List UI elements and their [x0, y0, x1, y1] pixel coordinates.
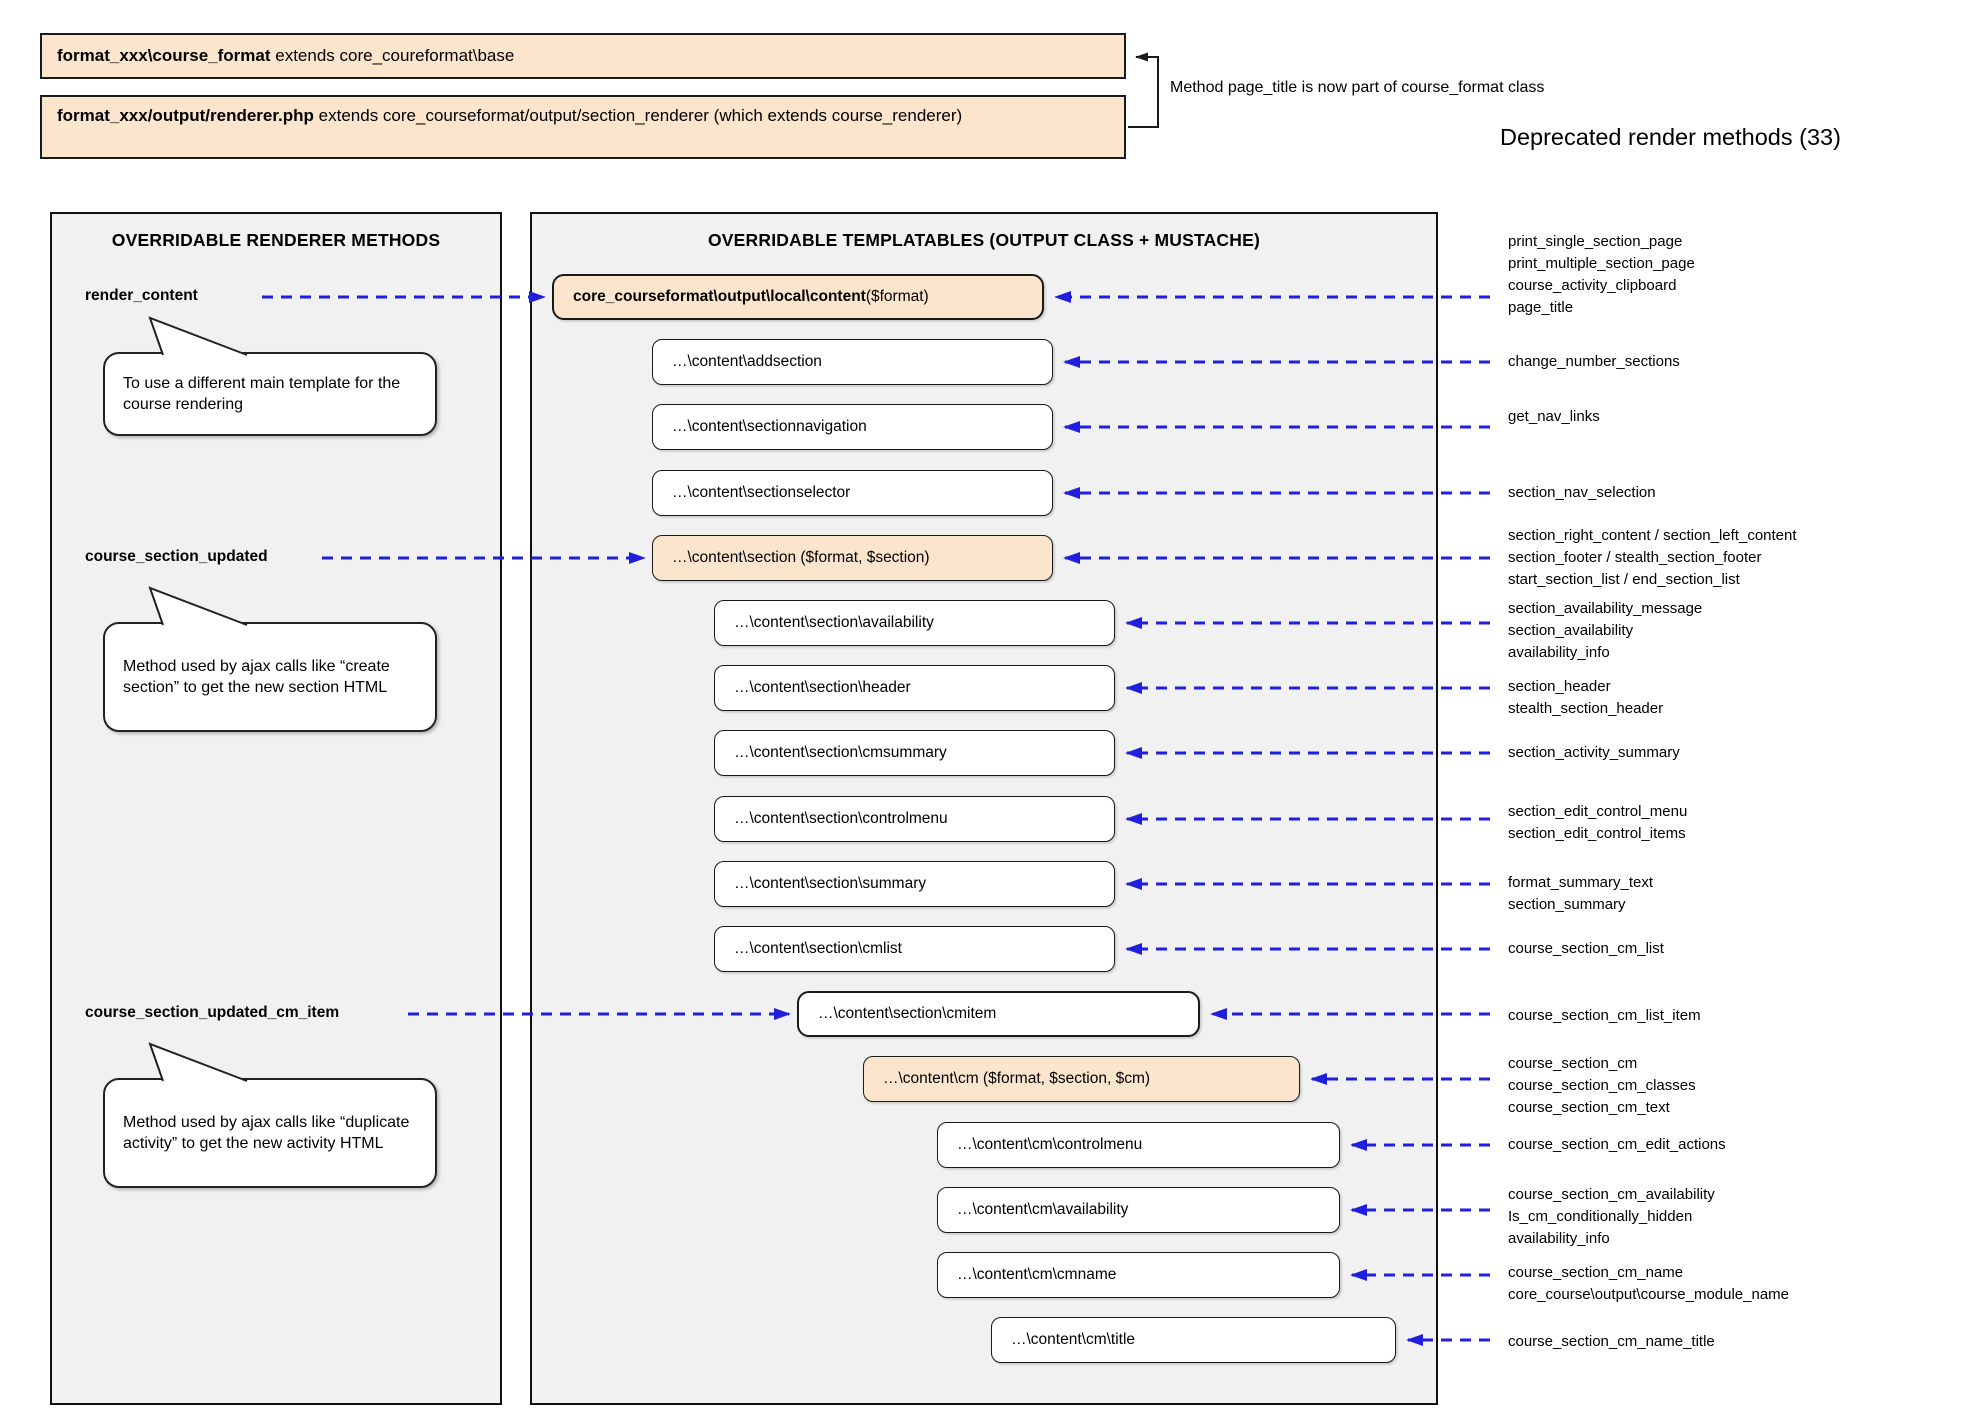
deprecated-group	[1508, 1005, 1701, 1027]
templatable-box-content-addsection	[652, 339, 1053, 385]
deprecated-group	[1508, 676, 1663, 720]
deprecated-group	[1508, 801, 1687, 845]
box-label: …\content\cm ($format, $section, $cm)	[883, 1070, 1151, 1087]
deprecated-group	[1508, 1053, 1696, 1119]
renderer-method-course_section_updated: course_section_updated	[85, 548, 268, 565]
deprecated-group	[1508, 598, 1702, 664]
box-label: …\content\section\header	[734, 679, 911, 696]
deprecated-method-label: format_summary_text	[1508, 874, 1654, 891]
box-label: …\content\section\summary	[734, 875, 927, 892]
templatable-box-content-section-cmsummary	[714, 730, 1115, 776]
box-label: …\content\cm\controlmenu	[957, 1136, 1143, 1153]
callout-bubble: Method used by ajax calls like “create section” to get the new section HTML	[103, 622, 437, 732]
templatable-box-content-section-cmitem	[797, 991, 1200, 1037]
callout-bubble: Method used by ajax calls like “duplicate activity” to get the new activity HTML	[103, 1078, 437, 1188]
deprecated-method-label: course_section_cm	[1508, 1055, 1638, 1072]
box-label: …\content\sectionselector	[672, 484, 851, 501]
callout-bubble: To use a different main template for the course rendering	[103, 352, 437, 436]
deprecated-method-label: change_number_sections	[1508, 353, 1680, 370]
deprecated-method-label: page_title	[1508, 299, 1574, 316]
deprecated-method-label: section_right_content / section_left_content	[1508, 527, 1797, 544]
deprecated-group	[1508, 351, 1680, 373]
deprecated-group	[1508, 231, 1695, 319]
box-label: …\content\section ($format, $section)	[672, 549, 930, 566]
box-label: ($format)	[865, 288, 929, 305]
deprecated-group	[1508, 1184, 1715, 1250]
templatable-box-content-cm-availability	[937, 1187, 1340, 1233]
deprecated-method-label: section_availability	[1508, 622, 1634, 639]
deprecated-method-label: section_edit_control_items	[1508, 825, 1686, 842]
deprecated-method-label: course_section_cm_list_item	[1508, 1007, 1701, 1024]
templatable-box-content-section-controlmenu	[714, 796, 1115, 842]
deprecated-group	[1508, 406, 1600, 428]
box-label: …\content\addsection	[672, 353, 822, 370]
deprecated-method-label: section_header	[1508, 678, 1611, 695]
deprecated-method-label: course_section_cm_list	[1508, 940, 1664, 957]
deprecated-method-label: course_section_cm_availability	[1508, 1186, 1715, 1203]
templatable-box-content-sectionselector	[652, 470, 1053, 516]
deprecated-method-label: availability_info	[1508, 644, 1610, 661]
deprecated-method-label: availability_info	[1508, 1230, 1610, 1247]
deprecated-method-label: section_footer / stealth_section_footer	[1508, 549, 1762, 566]
box-label: …\content\section\cmlist	[734, 940, 902, 957]
deprecated-method-label: core_course\output\course_module_name	[1508, 1286, 1790, 1303]
deprecated-method-label: section_availability_message	[1508, 600, 1703, 617]
deprecated-method-label: print_multiple_section_page	[1508, 255, 1695, 272]
deprecated-method-label: section_summary	[1508, 896, 1626, 913]
box-label: …\content\cm\availability	[957, 1201, 1129, 1218]
deprecated-methods-title: Deprecated render methods (33)	[1500, 124, 1841, 150]
renderer-method-course_section_updated_cm_item: course_section_updated_cm_item	[85, 1004, 340, 1021]
templatable-box-content-cm-title	[991, 1317, 1396, 1363]
class-box-course-format-bold: format_xxx\course_format	[57, 46, 271, 65]
templatables-panel-title: OVERRIDABLE TEMPLATABLES (OUTPUT CLASS + MUSTACHE)	[707, 230, 1260, 250]
box-label: …\content\section\availability	[734, 614, 934, 631]
deprecated-group	[1508, 1331, 1715, 1353]
class-box-course-format	[40, 33, 1126, 79]
deprecated-group	[1508, 482, 1656, 504]
templatable-box-core-courseformat-output-local-content	[552, 274, 1044, 320]
deprecated-group	[1508, 742, 1680, 764]
deprecated-method-label: course_activity_clipboard	[1508, 277, 1677, 294]
connector-shape	[1128, 57, 1158, 127]
deprecated-method-label: print_single_section_page	[1508, 233, 1683, 250]
class-box-course-format-text: extends core_coureformat\base	[270, 46, 515, 65]
deprecated-method-label: get_nav_links	[1508, 408, 1600, 425]
box-label: …\content\section\controlmenu	[734, 810, 948, 827]
templatable-box-content-sectionnavigation	[652, 404, 1053, 450]
deprecated-method-label: section_activity_summary	[1508, 744, 1680, 761]
renderer-method-render_content: render_content	[85, 287, 198, 304]
deprecated-group	[1508, 1134, 1726, 1156]
box-label: …\content\cm\title	[1011, 1331, 1136, 1348]
box-label: …\content\section\cmitem	[818, 1005, 997, 1022]
deprecated-group	[1508, 938, 1664, 960]
deprecated-group	[1508, 525, 1797, 591]
class-box-renderer	[40, 95, 1126, 159]
deprecated-method-label: course_section_cm_text	[1508, 1099, 1670, 1116]
box-label: …\content\sectionnavigation	[672, 418, 867, 435]
box-label-bold: core_courseformat\output\local\content	[573, 288, 866, 305]
box-label: …\content\cm\cmname	[957, 1266, 1117, 1283]
deprecated-method-label: section_nav_selection	[1508, 484, 1656, 501]
templatable-box-content-cm-controlmenu	[937, 1122, 1340, 1168]
deprecated-group	[1508, 872, 1653, 916]
deprecated-method-label: stealth_section_header	[1508, 700, 1664, 717]
templatable-box-content-section-cmlist	[714, 926, 1115, 972]
templatable-box-content-section-summary	[714, 861, 1115, 907]
renderer-methods-panel-title: OVERRIDABLE RENDERER METHODS	[111, 230, 441, 250]
templatable-box-content-section-format-section	[652, 535, 1053, 581]
deprecated-method-label: course_section_cm_name_title	[1508, 1333, 1715, 1350]
deprecated-method-label: course_section_cm_edit_actions	[1508, 1136, 1726, 1153]
class-box-renderer-text: extends core_courseformat/output/section_renderer (which extends course_renderer)	[313, 106, 963, 125]
templatable-box-content-cm-cmname	[937, 1252, 1340, 1298]
deprecated-method-label: start_section_list / end_section_list	[1508, 571, 1740, 588]
deprecated-group	[1508, 1262, 1789, 1306]
deprecated-method-label: section_edit_control_menu	[1508, 803, 1688, 820]
deprecated-method-label: Is_cm_conditionally_hidden	[1508, 1208, 1693, 1225]
class-box-renderer-bold: format_xxx/output/renderer.php	[57, 106, 314, 125]
templatable-box-content-cm-format-section-cm	[863, 1056, 1300, 1102]
page-title-note: Method page_title is now part of course_format class	[1170, 79, 1545, 96]
deprecated-method-label: course_section_cm_classes	[1508, 1077, 1696, 1094]
box-label: …\content\section\cmsummary	[734, 744, 947, 761]
deprecated-method-label: course_section_cm_name	[1508, 1264, 1684, 1281]
templatable-box-content-section-header	[714, 665, 1115, 711]
templatable-box-content-section-availability	[714, 600, 1115, 646]
